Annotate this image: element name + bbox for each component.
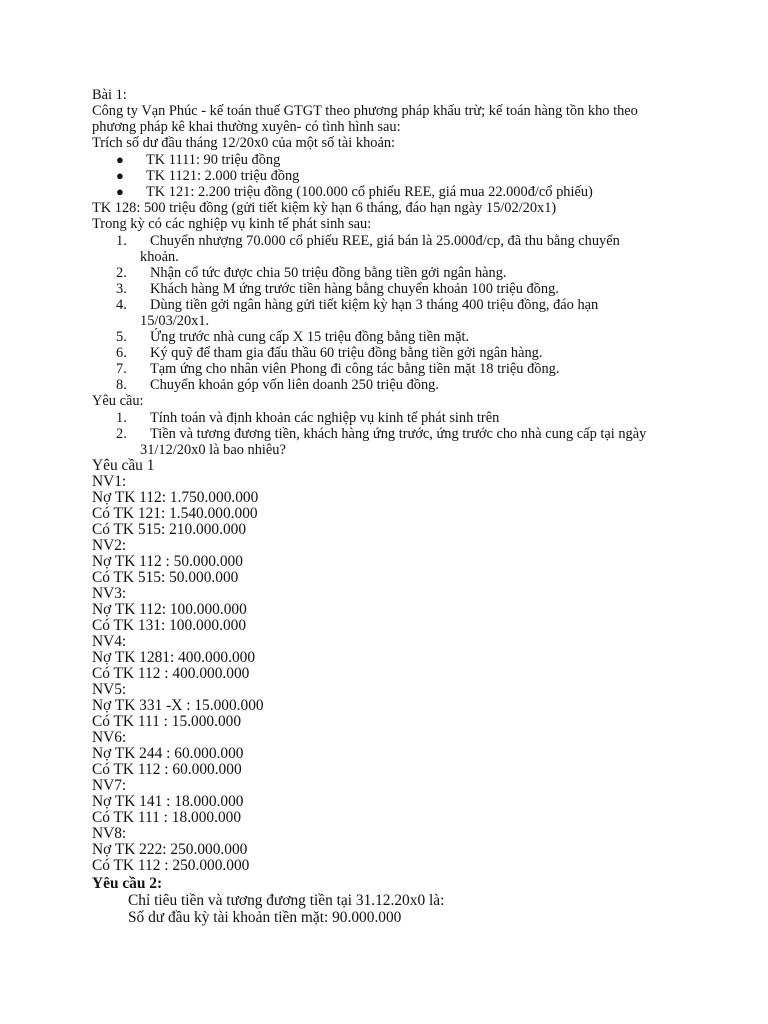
req2-line-1: Chỉ tiêu tiền và tương đương tiền tại 31.12.20x0 là: [128, 892, 445, 909]
event-number: 4. [116, 297, 127, 313]
journal-line: NV6: [92, 729, 127, 746]
journal-line: Nợ TK 331 -X : 15.000.000 [92, 697, 264, 714]
opening-balance-header: Trích số dư đầu tháng 12/20x0 của một số tài khoản: [92, 135, 396, 151]
event-text: Chuyển nhượng 70.000 cổ phiếu REE, giá bán là 25.000đ/cp, đã thu bằng chuyển [150, 233, 620, 249]
journal-line: Có TK 112 : 60.000.000 [92, 761, 242, 778]
requirement-number: 2. [116, 426, 127, 442]
journal-line: Nợ TK 222: 250.000.000 [92, 841, 248, 858]
bullet-icon: ● [116, 152, 124, 167]
event-number: 8. [116, 377, 127, 393]
journal-line: Có TK 112 : 250.000.000 [92, 857, 250, 874]
req2-line-2: Số dư đầu kỳ tài khoản tiền mặt: 90.000.000 [128, 909, 402, 926]
event-number: 3. [116, 281, 127, 297]
balance-item: TK 1121: 2.000 triệu đồng [146, 168, 300, 184]
journal-line: Nợ TK 112 : 50.000.000 [92, 553, 243, 570]
journal-line: Nợ TK 244 : 60.000.000 [92, 745, 244, 762]
event-text: Chuyển khoản góp vốn liên doanh 250 triệu đồng. [150, 377, 439, 393]
journal-line: Nợ TK 112: 1.750.000.000 [92, 489, 259, 506]
journal-line: Có TK 111 : 15.000.000 [92, 713, 242, 730]
journal-line: Có TK 111 : 18.000.000 [92, 809, 242, 826]
event-text: Dùng tiền gởi ngân hàng gửi tiết kiệm kỳ hạn 3 tháng 400 triệu đồng, đáo hạn [150, 297, 599, 313]
journal-line: Có TK 131: 100.000.000 [92, 617, 247, 634]
journal-line: NV2: [92, 537, 127, 554]
journal-line: NV3: [92, 585, 127, 602]
balance-item: TK 121: 2.200 triệu đồng (100.000 cổ phiếu REE, giá mua 22.000đ/cổ phiếu) [146, 184, 593, 200]
balance-item: TK 1111: 90 triệu đồng [146, 152, 281, 168]
tk128-line: TK 128: 500 triệu đồng (gửi tiết kiệm kỳ hạn 6 tháng, đáo hạn ngày 15/02/20x1) [92, 200, 557, 216]
intro-line-2: phương pháp kê khai thường xuyên- có tình hình sau: [92, 119, 401, 135]
requirement-text-cont: 31/12/20x0 là bao nhiêu? [140, 442, 286, 458]
journal-line: Nợ TK 141 : 18.000.000 [92, 793, 244, 810]
journal-line: Có TK 515: 50.000.000 [92, 569, 239, 586]
event-number: 2. [116, 265, 127, 281]
solution-req1-header: Yêu cầu 1 [92, 457, 155, 474]
journal-line: Nợ TK 1281: 400.000.000 [92, 649, 256, 666]
intro-line-1: Công ty Vạn Phúc - kế toán thuế GTGT theo phương pháp khấu trừ; kế toán hàng tồn kho theo [92, 103, 638, 119]
event-text: Tạm ứng cho nhân viên Phong đi công tác bằng tiền mặt 18 triệu đồng. [150, 361, 560, 377]
requirement-text: Tiền và tương đương tiền, khách hàng ứng trước, ứng trước cho nhà cung cấp tại ngày [150, 426, 647, 442]
requirement-number: 1. [116, 410, 127, 426]
event-text: Khách hàng M ứng trước tiền hàng bằng chuyển khoản 100 triệu đồng. [150, 281, 559, 297]
bullet-icon: ● [116, 168, 124, 183]
journal-line: NV5: [92, 681, 127, 698]
event-number: 5. [116, 329, 127, 345]
requirement-text: Tính toán và định khoản các nghiệp vụ kinh tế phát sinh trên [150, 410, 500, 426]
journal-line: NV7: [92, 777, 127, 794]
requirements-header: Yêu cầu: [92, 393, 144, 409]
exercise-title: Bài 1: [92, 87, 127, 103]
journal-line: NV1: [92, 473, 127, 490]
events-header: Trong kỳ có các nghiệp vụ kinh tế phát sinh sau: [92, 216, 372, 232]
bullet-icon: ● [116, 184, 124, 199]
event-text: Ứng trước nhà cung cấp X 15 triệu đồng bằng tiền mặt. [150, 329, 470, 345]
event-text: Ký quỹ để tham gia đấu thầu 60 triệu đồng bằng tiền gởi ngân hàng. [150, 345, 543, 361]
journal-line: Nợ TK 112: 100.000.000 [92, 601, 247, 618]
journal-line: Có TK 121: 1.540.000.000 [92, 505, 258, 522]
event-number: 6. [116, 345, 127, 361]
journal-line: Có TK 515: 210.000.000 [92, 521, 247, 538]
journal-line: NV8: [92, 825, 127, 842]
event-text: Nhận cổ tức được chia 50 triệu đồng bằng tiền gởi ngân hàng. [150, 265, 507, 281]
event-number: 1. [116, 233, 127, 249]
solution-req2-header: Yêu cầu 2: [92, 875, 163, 892]
journal-line: NV4: [92, 633, 127, 650]
event-text-cont: khoản. [140, 249, 179, 265]
event-text-cont: 15/03/20x1. [140, 313, 210, 329]
journal-line: Có TK 112 : 400.000.000 [92, 665, 250, 682]
event-number: 7. [116, 361, 127, 377]
